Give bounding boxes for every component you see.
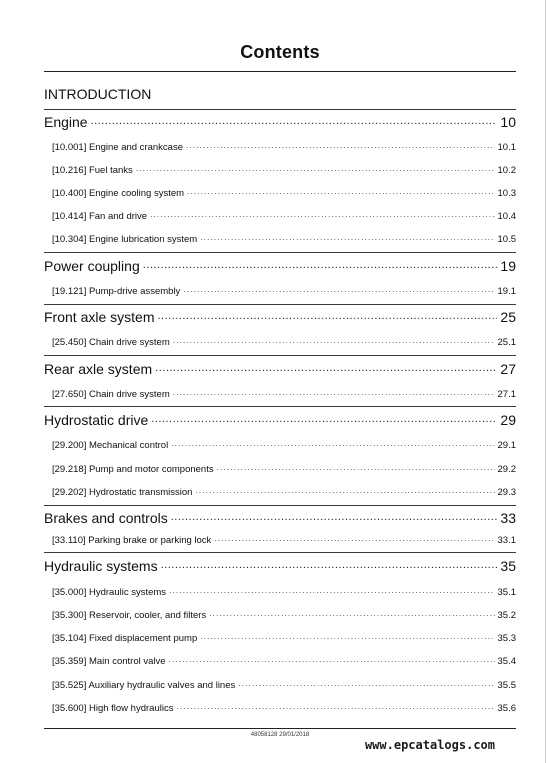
dot-leader — [183, 284, 494, 294]
toc-item-label: [29.200] Mechanical control — [52, 440, 169, 451]
toc-item-label: [35.300] Reservoir, cooler, and filters — [52, 610, 207, 621]
toc-item-label: [10.001] Engine and crankcase — [52, 142, 183, 153]
toc-item-label: [35.525] Auxiliary hydraulic valves and lines — [52, 680, 236, 691]
dot-leader — [176, 701, 494, 711]
toc-section-hydraulic-systems[interactable] — [44, 557, 516, 577]
toc-item[interactable] — [52, 654, 516, 668]
toc-item-label: [19.121] Pump-drive assembly — [52, 286, 181, 297]
watermark-text: www.epcatalogs.com — [364, 738, 495, 752]
dot-leader — [186, 140, 495, 150]
toc-item-label: [25.450] Chain drive system — [52, 337, 170, 348]
section-separator — [44, 109, 516, 110]
toc-item-label: [35.104] Fixed displacement pump — [52, 633, 198, 644]
toc-item-page: 29.3 — [497, 487, 516, 498]
toc-item-label: [29.202] Hydrostatic transmission — [52, 487, 193, 498]
toc-item-label: [10.400] Engine cooling system — [52, 188, 185, 199]
toc-section-title: Power coupling — [44, 258, 140, 274]
dot-leader — [200, 631, 494, 641]
toc-section-rear-axle-system[interactable] — [44, 360, 516, 380]
toc-item-page: 10.5 — [497, 234, 516, 245]
toc-section-title: Engine — [44, 114, 88, 130]
toc-item-label: [35.000] Hydraulic systems — [52, 587, 167, 598]
toc-item[interactable] — [52, 284, 516, 298]
toc-section-title: Hydraulic systems — [44, 558, 158, 574]
dot-leader — [171, 438, 494, 448]
toc-section-page: 27 — [500, 361, 516, 377]
dot-leader — [143, 257, 498, 271]
toc-item-page: 35.4 — [497, 656, 516, 667]
toc-section-page: 19 — [500, 258, 516, 274]
toc-item-page: 29.2 — [497, 464, 516, 475]
toc-item-label: [35.600] High flow hydraulics — [52, 703, 174, 714]
section-separator — [44, 552, 516, 553]
toc-item[interactable] — [52, 585, 516, 599]
toc-item-label: [29.218] Pump and motor components — [52, 464, 214, 475]
toc-item-page: 35.1 — [497, 587, 516, 598]
toc-item[interactable] — [52, 608, 516, 622]
dot-leader — [136, 163, 495, 173]
toc-section-brakes-and-controls[interactable] — [44, 509, 516, 529]
dot-leader — [157, 308, 497, 322]
dot-leader — [155, 360, 497, 374]
toc-section-page: 35 — [500, 558, 516, 574]
toc-item[interactable] — [52, 485, 516, 499]
toc-item-page: 29.1 — [497, 440, 516, 451]
toc-item[interactable] — [52, 232, 516, 246]
dot-leader — [161, 557, 498, 571]
toc-item-page: 25.1 — [497, 337, 516, 348]
toc-item[interactable] — [52, 631, 516, 645]
toc-section-page: 29 — [500, 412, 516, 428]
toc-item[interactable] — [52, 462, 516, 476]
introduction-heading: INTRODUCTION — [44, 86, 152, 102]
toc-section-engine[interactable] — [44, 113, 516, 133]
toc-section-title: Hydrostatic drive — [44, 412, 149, 428]
dot-leader — [214, 533, 494, 543]
toc-section-title: Front axle system — [44, 309, 155, 325]
toc-item-page: 10.3 — [497, 188, 516, 199]
toc-section-page: 25 — [500, 309, 516, 325]
toc-section-title: Rear axle system — [44, 361, 153, 377]
toc-item-page: 35.3 — [497, 633, 516, 644]
toc-item[interactable] — [52, 335, 516, 349]
dot-leader — [169, 585, 494, 595]
toc-item-label: [27.650] Chain drive system — [52, 389, 170, 400]
section-separator — [44, 406, 516, 407]
section-separator — [44, 355, 516, 356]
toc-item-page: 35.2 — [497, 610, 516, 621]
toc-item-page: 33.1 — [497, 535, 516, 546]
title-rule — [44, 71, 516, 72]
toc-section-title: Brakes and controls — [44, 510, 168, 526]
section-separator — [44, 252, 516, 253]
dot-leader — [195, 485, 494, 495]
toc-item-page: 10.4 — [497, 211, 516, 222]
toc-item-label: [10.304] Engine lubrication system — [52, 234, 198, 245]
dot-leader — [238, 678, 494, 688]
dot-leader — [217, 462, 495, 472]
toc-section-front-axle-system[interactable] — [44, 308, 516, 328]
toc-item-page: 35.6 — [497, 703, 516, 714]
dot-leader — [209, 608, 494, 618]
toc-item[interactable] — [52, 533, 516, 547]
toc-item[interactable] — [52, 140, 516, 154]
dot-leader — [151, 411, 497, 425]
toc-item[interactable] — [52, 163, 516, 177]
toc-section-page: 33 — [500, 510, 516, 526]
toc-item-label: [10.414] Fan and drive — [52, 211, 148, 222]
toc-item-label: [10.216] Fuel tanks — [52, 165, 133, 176]
toc-item[interactable] — [52, 701, 516, 715]
toc-item[interactable] — [52, 186, 516, 200]
toc-item[interactable] — [52, 387, 516, 401]
toc-item-label: [35.359] Main control valve — [52, 656, 166, 667]
toc-section-hydrostatic-drive[interactable] — [44, 411, 516, 431]
toc-item[interactable] — [52, 678, 516, 692]
section-separator — [44, 304, 516, 305]
toc-item-page: 27.1 — [497, 389, 516, 400]
section-separator — [44, 505, 516, 506]
toc-item-page: 35.5 — [497, 680, 516, 691]
footer-document-id: 48058128 29/01/2018 — [250, 732, 310, 738]
toc-item-label: [33.110] Parking brake or parking lock — [52, 535, 212, 546]
dot-leader — [173, 335, 495, 345]
dot-leader — [173, 387, 495, 397]
dot-leader — [200, 232, 494, 242]
toc-item[interactable] — [52, 209, 516, 223]
dot-leader — [169, 654, 495, 664]
dot-leader — [150, 209, 494, 219]
dot-leader — [171, 509, 498, 523]
dot-leader — [187, 186, 494, 196]
dot-leader — [91, 113, 498, 127]
toc-item-page: 10.1 — [497, 142, 516, 153]
footer-rule — [44, 728, 516, 729]
toc-item[interactable] — [52, 438, 516, 452]
toc-section-page: 10 — [500, 114, 516, 130]
toc-item-page: 10.2 — [497, 165, 516, 176]
toc-item-page: 19.1 — [497, 286, 516, 297]
page-title: Contents — [240, 42, 320, 62]
toc-section-power-coupling[interactable] — [44, 257, 516, 277]
